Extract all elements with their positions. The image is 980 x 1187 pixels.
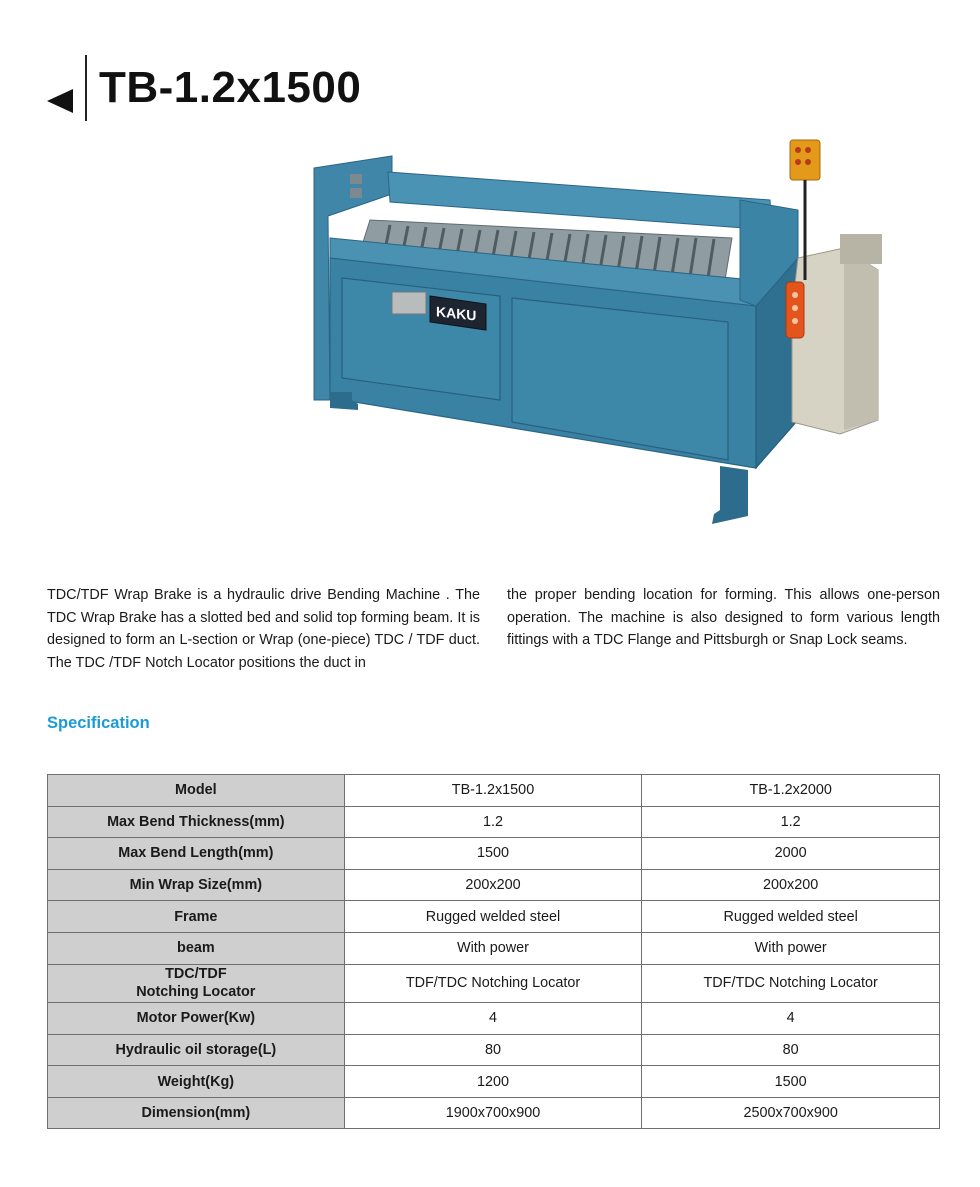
product-image bbox=[300, 130, 900, 540]
spec-label: Motor Power(Kw) bbox=[48, 1003, 345, 1035]
spec-value-model-b: 200x200 bbox=[642, 869, 940, 901]
spec-value-model-a: With power bbox=[344, 932, 642, 964]
svg-text:KAKU: KAKU bbox=[436, 303, 477, 324]
table-row bbox=[48, 1034, 940, 1066]
table-row bbox=[48, 1066, 940, 1098]
table-row bbox=[48, 869, 940, 901]
table-row bbox=[48, 806, 940, 838]
product-description bbox=[47, 584, 940, 674]
table-row bbox=[48, 964, 940, 1003]
spec-value-model-b: 1500 bbox=[642, 1066, 940, 1098]
description-right: the proper bending location for forming. This allows one-person operation. The machine is also designed to form various length fittings with a TDC Flange and Pittsburgh or Snap Lock seams. bbox=[507, 587, 940, 649]
page-header bbox=[47, 55, 361, 121]
spec-value-model-a: 80 bbox=[344, 1034, 642, 1066]
spec-value-model-a: 1500 bbox=[344, 838, 642, 870]
spec-value-model-b: 80 bbox=[642, 1034, 940, 1066]
spec-value-model-b: TB-1.2x2000 bbox=[642, 775, 940, 807]
table-row bbox=[48, 932, 940, 964]
table-row bbox=[48, 1003, 940, 1035]
spec-value-model-a: TDF/TDC Notching Locator bbox=[344, 964, 642, 1003]
spec-value-model-a: 1900x700x900 bbox=[344, 1097, 642, 1129]
spec-label: Frame bbox=[48, 901, 345, 933]
table-row bbox=[48, 838, 940, 870]
spec-value-model-b: Rugged welded steel bbox=[642, 901, 940, 933]
title-divider bbox=[85, 55, 87, 121]
spec-value-model-a: 1.2 bbox=[344, 806, 642, 838]
spec-value-model-a: Rugged welded steel bbox=[344, 901, 642, 933]
spec-label: Weight(Kg) bbox=[48, 1066, 345, 1098]
spec-label: beam bbox=[48, 932, 345, 964]
spec-value-model-a: 4 bbox=[344, 1003, 642, 1035]
description-left: TDC/TDF Wrap Brake is a hydraulic drive Bending Machine . The TDC Wrap Brake has a slotted bed and solid top forming beam. It is designed to form an L-section or Wrap (one-piece) TDC / TDF duct. The TDC /TDF Notch Locator positions the duct in bbox=[47, 587, 480, 671]
spec-value-model-b: 2500x700x900 bbox=[642, 1097, 940, 1129]
page-title: TB-1.2x1500 bbox=[99, 63, 362, 112]
spec-heading: Specification bbox=[47, 714, 150, 732]
spec-value-model-a: TB-1.2x1500 bbox=[344, 775, 642, 807]
spec-table bbox=[47, 774, 940, 1129]
spec-value-model-a: 200x200 bbox=[344, 869, 642, 901]
spec-label: Max Bend Thickness(mm) bbox=[48, 806, 345, 838]
table-row bbox=[48, 901, 940, 933]
table-row bbox=[48, 775, 940, 807]
spec-label: Hydraulic oil storage(L) bbox=[48, 1034, 345, 1066]
spec-label: Max Bend Length(mm) bbox=[48, 838, 345, 870]
spec-label: Model bbox=[48, 775, 345, 807]
table-row bbox=[48, 1097, 940, 1129]
spec-label: TDC/TDF Notching Locator bbox=[48, 964, 345, 1003]
spec-value-model-b: TDF/TDC Notching Locator bbox=[642, 964, 940, 1003]
spec-value-model-b: With power bbox=[642, 932, 940, 964]
spec-value-model-b: 4 bbox=[642, 1003, 940, 1035]
spec-value-model-b: 1.2 bbox=[642, 806, 940, 838]
spec-label: Min Wrap Size(mm) bbox=[48, 869, 345, 901]
spec-value-model-a: 1200 bbox=[344, 1066, 642, 1098]
spec-value-model-b: 2000 bbox=[642, 838, 940, 870]
spec-label: Dimension(mm) bbox=[48, 1097, 345, 1129]
triangle-left-icon[interactable] bbox=[47, 89, 73, 113]
